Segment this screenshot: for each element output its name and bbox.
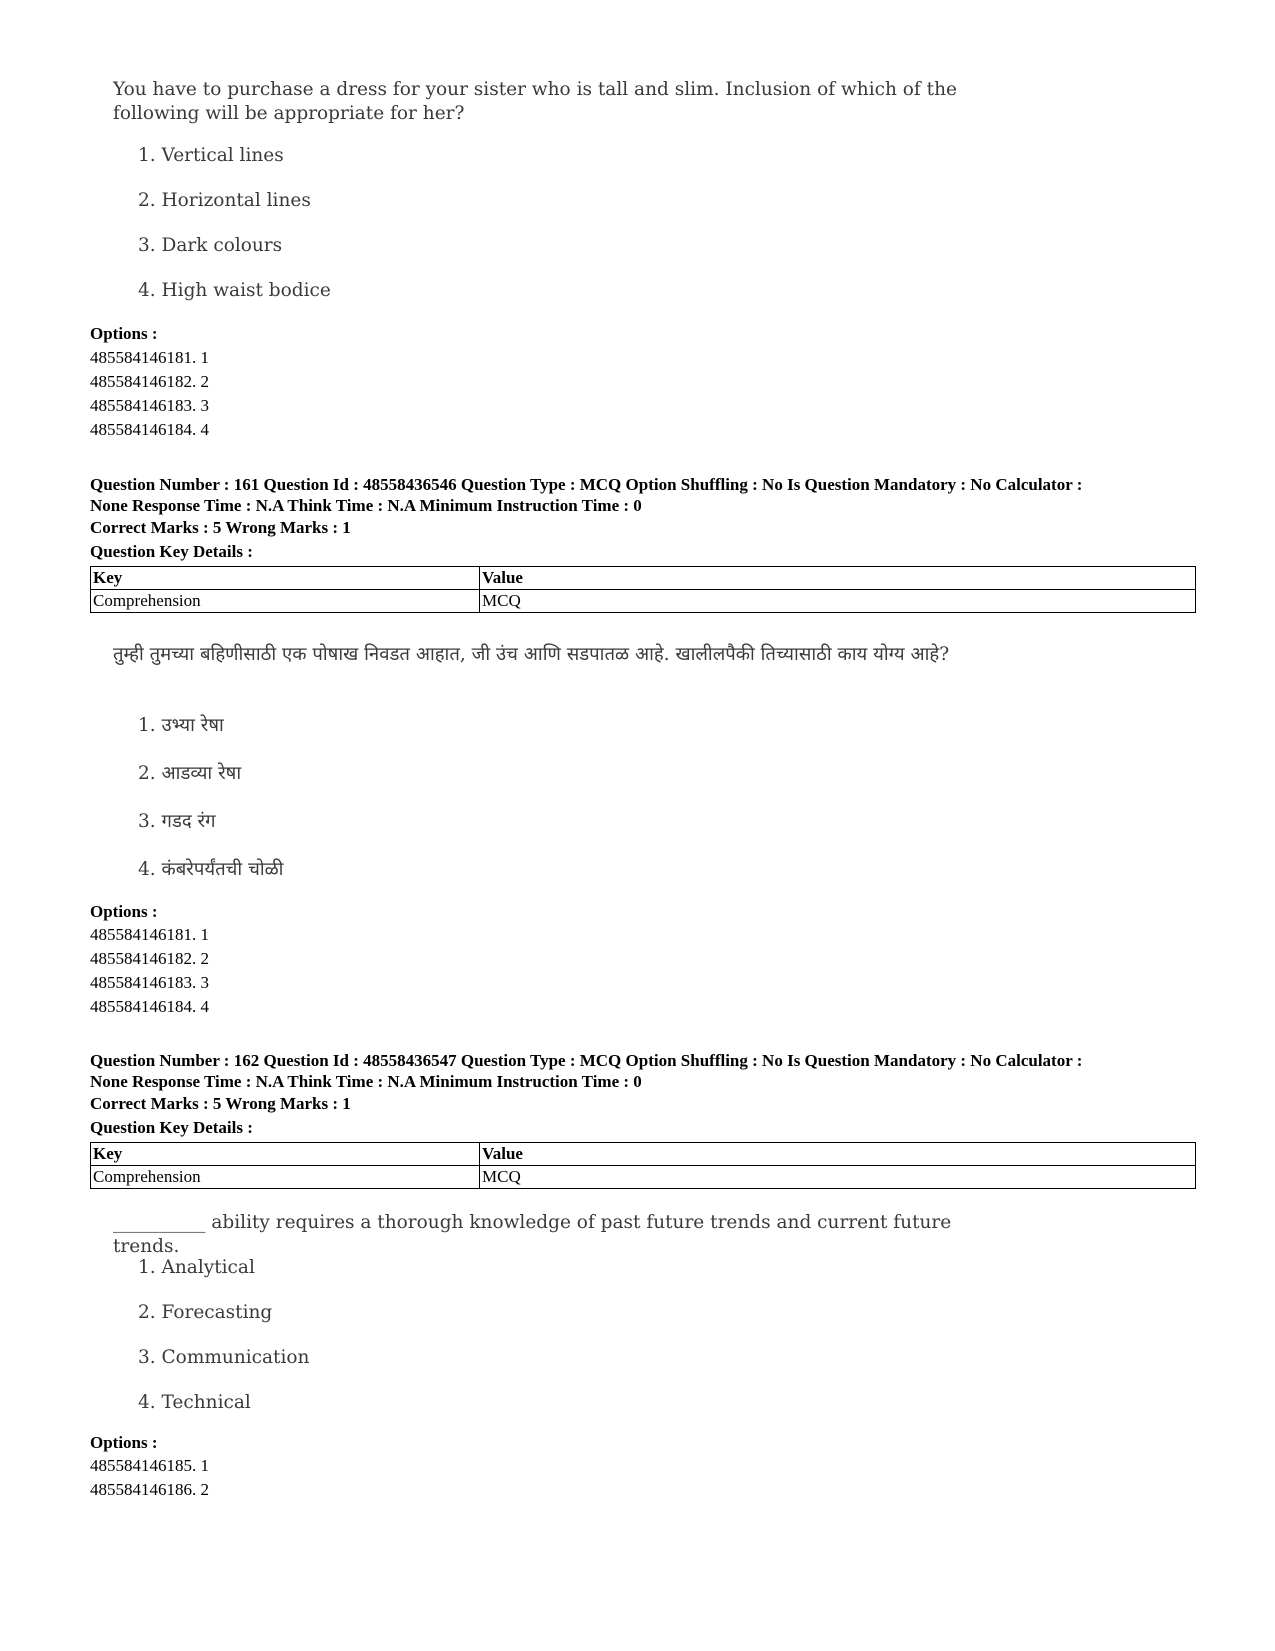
question-option-1: 1. उभ्या रेषा <box>138 715 224 736</box>
question-option-4: 4. High waist bodice <box>138 280 331 301</box>
question-option-1: 1. Analytical <box>138 1257 255 1278</box>
question-meta-161 <box>90 474 1200 516</box>
options-heading: Options : <box>90 1433 158 1452</box>
table-header-value: Value <box>480 567 1196 590</box>
question-option-4: 4. कंबरेपर्यंतची चोळी <box>138 859 284 880</box>
question-meta-line: None Response Time : N.A Think Time : N.A Minimum Instruction Time : 0 <box>90 496 642 515</box>
question-option-3: 3. Dark colours <box>138 235 283 256</box>
key-details-table <box>90 1142 1196 1189</box>
question-text: __________ ability requires a thorough knowledge of past future trends and current future trends. <box>113 1212 952 1257</box>
option-id: 485584146181. 1 <box>90 925 209 944</box>
question-option-3: 3. गडद रंग <box>138 811 216 832</box>
question-option-2: 2. आडव्या रेषा <box>138 763 242 784</box>
question-option-2: 2. Forecasting <box>138 1302 273 1323</box>
question-text: You have to purchase a dress for your sister who is tall and slim. Inclusion of which of the following will be appropriate for her? <box>113 79 957 124</box>
key-details-heading: Question Key Details : <box>90 1118 253 1137</box>
option-id: 485584146184. 4 <box>90 420 209 439</box>
question-meta-line: Question Number : 162 Question Id : 48558436547 Question Type : MCQ Option Shuffling : No Is Question Mandatory : No Calculator : <box>90 1051 1083 1070</box>
option-id: 485584146186. 2 <box>90 1480 209 1499</box>
table-header-row <box>91 567 1196 590</box>
option-id: 485584146182. 2 <box>90 372 209 391</box>
question-option-4: 4. Technical <box>138 1392 251 1413</box>
question-meta-line: Question Number : 161 Question Id : 48558436546 Question Type : MCQ Option Shuffling : No Is Question Mandatory : No Calculator : <box>90 475 1083 494</box>
key-details-heading: Question Key Details : <box>90 542 253 561</box>
question-text: तुम्ही तुमच्या बहिणीसाठी एक पोषाख निवडत आहात, जी उंच आणि सडपातळ आहे. खालीलपैकी तिच्यासाठी काय योग्य आहे? <box>113 644 950 665</box>
table-header-value: Value <box>480 1143 1196 1166</box>
options-heading: Options : <box>90 324 158 343</box>
option-id: 485584146182. 2 <box>90 949 209 968</box>
table-cell-value: MCQ <box>480 1166 1196 1189</box>
table-cell-value: MCQ <box>480 590 1196 613</box>
option-id: 485584146185. 1 <box>90 1456 209 1475</box>
table-header-row <box>91 1143 1196 1166</box>
option-id: 485584146183. 3 <box>90 396 209 415</box>
option-id: 485584146181. 1 <box>90 348 209 367</box>
table-row <box>91 590 1196 613</box>
table-header-key: Key <box>91 567 480 590</box>
options-heading: Options : <box>90 902 158 921</box>
marks-line: Correct Marks : 5 Wrong Marks : 1 <box>90 518 351 537</box>
question-option-1: 1. Vertical lines <box>138 145 284 166</box>
table-row <box>91 1166 1196 1189</box>
table-cell-key: Comprehension <box>91 1166 480 1189</box>
question-option-2: 2. Horizontal lines <box>138 190 311 211</box>
question-meta-line: None Response Time : N.A Think Time : N.A Minimum Instruction Time : 0 <box>90 1072 642 1091</box>
question-option-3: 3. Communication <box>138 1347 310 1368</box>
table-cell-key: Comprehension <box>91 590 480 613</box>
marks-line: Correct Marks : 5 Wrong Marks : 1 <box>90 1094 351 1113</box>
option-id: 485584146183. 3 <box>90 973 209 992</box>
table-header-key: Key <box>91 1143 480 1166</box>
question-meta-162 <box>90 1050 1200 1092</box>
key-details-table <box>90 566 1196 613</box>
option-id: 485584146184. 4 <box>90 997 209 1016</box>
